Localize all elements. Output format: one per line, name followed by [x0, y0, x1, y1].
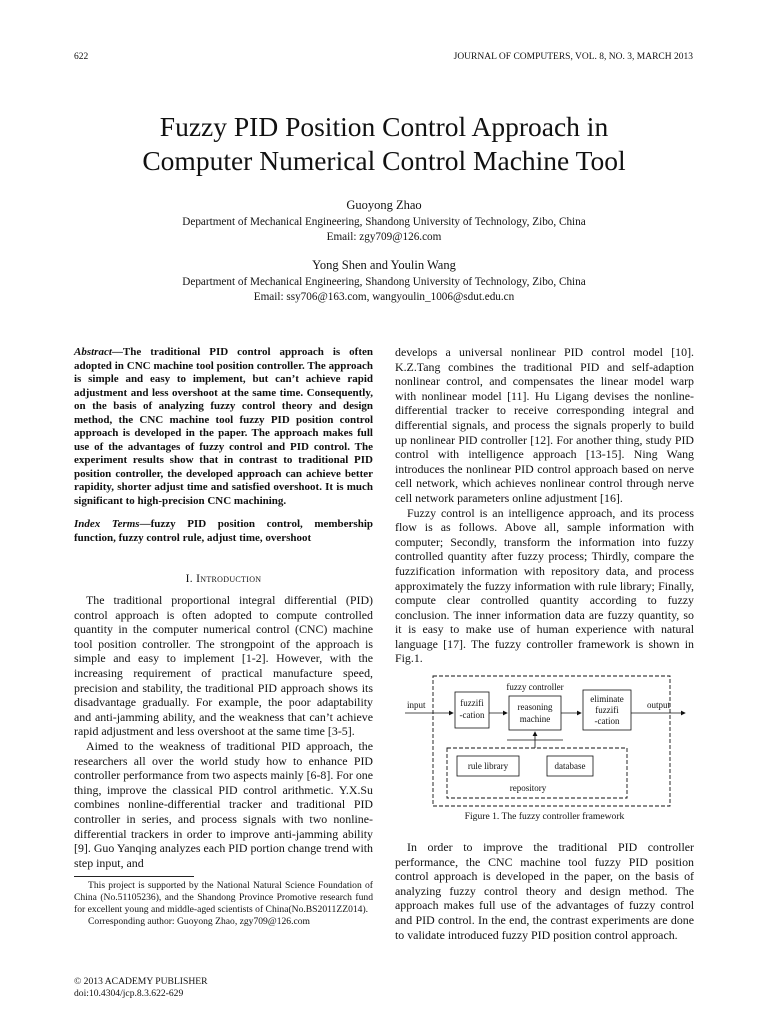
index-terms — [74, 518, 373, 545]
publisher-doi: doi:10.4304/jcp.8.3.622-629 — [74, 988, 184, 999]
right-column-bottom — [395, 840, 694, 942]
footnote-funding: This project is supported by the National Natural Science Foundation of China (No.51105236), and the Shandong Province Promotive research fund for excellent young and middle-aged scientists of China(No.BS2011ZZ014). — [74, 880, 373, 915]
section-title: Introduction — [196, 573, 262, 585]
footnote-corresponding: Corresponding author: Guoyong Zhao, zgy709@126.com — [88, 916, 310, 927]
left-column-body — [74, 593, 373, 870]
publisher-info — [74, 976, 208, 1000]
footnotes — [74, 880, 373, 928]
right-paragraph-2: Fuzzy control is an intelligence approach, and its process flow is as follows. Above all, sample information with computer; Secondly, transform the information into fuzzy controlled quantity after fuzzy process; Thirdly, compare the fuzzification information with repository data, and process approximately the fuzzy information with rule library; Finally, compute clear controlled quantity according to fuzzy conclusion. The inner information data are fuzzy quantity, so it is easy to make use of human experience with natural language [17]. The fuzzy controller framework is shown in Fig.1. — [395, 505, 694, 666]
rule-library-text: rule library — [467, 761, 509, 771]
input-label: input — [407, 700, 426, 710]
right-paragraph-1: develops a universal nonlinear PID control model [10]. K.Z.Tang combines the traditional PID and self-adaption nonlinear control, and compensates the linear model warp with nonlinear model [11]. Hu Ligang devises the nonline-differential tracker to receive corresponding integral and differential signals, and process the signals properly to build up nonlinear PID controller [12]. For another thing, study PID control with intelligence approach [13-15]. Ning Wang introduces the nonlinear PID control approach based on nerve cell network, which achieves nonlinear control through nerve cell network parameters online adjustment [16]. — [395, 345, 694, 505]
eliminate-text-2: fuzzifi — [595, 705, 619, 715]
right-paragraph-3: In order to improve the traditional PID controller performance, the CNC machine tool fuzzy PID position control approach is developed in the paper, on the basis of analyzing fuzzy control theory and design method. The approach makes full use of the advantages of fuzzy control and PID control. In the end, the contrast experiments are done to validate introduced fuzzy PID position control approach. — [395, 840, 694, 942]
eliminate-text-3: -cation — [594, 716, 620, 726]
database-text: database — [554, 761, 586, 771]
intro-paragraph-1: The traditional proportional integral differential (PID) control approach is often adopted to compute controlled quantity in the computer numerical control (CNC) machine tool position controller. The strongpoint of the approach is simple and easy to implement [1-2]. However, with the increasing requirement of practical manufacture speed, precision and stability, the traditional PID approach shows its disadvantage gradually. For example, the poor adaptability and anti-jamming ability, and the weakness that can’t achieve rapid adjustment and less overshoot at the same time [3-5]. — [74, 593, 373, 739]
abstract-text: —The traditional PID control approach is often adopted in CNC machine tool position controller. The approach is simple and easy to implement, but can’t achieve rapid adjustment and less overshoot at the same time. Consequently, on the basis of analyzing fuzzy control theory and design method, the CNC machine tool fuzzy PID position control approach is developed in the paper. The approach makes full use of the advantages of fuzzy control and PID control. The experiment results show that in contrast to traditional PID position controller, the developed approach can achieve better rapidity, shorter adjust time and satisfied overshoot. It is much significant to high-precision CNC machining. — [74, 346, 373, 507]
fuzzy-controller-diagram — [395, 668, 694, 813]
author1-affiliation: Department of Mechanical Engineering, Shandong University of Technology, Zibo, China — [182, 216, 586, 228]
section-heading — [74, 573, 373, 585]
author1-name: Guoyong Zhao — [346, 198, 422, 212]
author2-block — [60, 258, 708, 305]
title-line-2: Computer Numerical Control Machine Tool — [142, 145, 626, 176]
title-line-1: Fuzzy PID Position Control Approach in — [159, 111, 609, 142]
footnote-rule — [74, 876, 194, 877]
author2-name: Yong Shen and Youlin Wang — [312, 258, 456, 272]
index-terms-label: Index Terms — [74, 518, 140, 530]
figure-caption: Figure 1. The fuzzy controller framework — [464, 811, 625, 822]
author1-block — [60, 198, 708, 245]
author2-email: Email: ssy706@163.com, wangyoulin_1006@sdut.edu.cn — [253, 291, 515, 303]
fuzzy-controller-label: fuzzy controller — [506, 682, 564, 692]
intro-paragraph-2: Aimed to the weakness of traditional PID approach, the researchers all over the world study how to enhance PID controller performance from two aspects mainly [6-8]. For one thing, improve the classical PID control arithmetic. Y.X.Su combines nonline-differential tracker and traditional PID controller in series, and process signals with two nonline-differential trackers in order to improve anti-jamming ability [9]. Guo Yanqing analyzes each PID portion change trend with step input, and — [74, 738, 373, 870]
fuzzification-text-2: -cation — [459, 710, 485, 720]
publisher-copyright: © 2013 ACADEMY PUBLISHER — [74, 976, 208, 987]
index-terms-text: —fuzzy PID position control, membership function, fuzzy control rule, adjust time, overshoot — [74, 518, 373, 544]
fuzzification-text-1: fuzzifi — [460, 698, 484, 708]
author2-affiliation: Department of Mechanical Engineering, Shandong University of Technology, Zibo, China — [182, 276, 586, 288]
section-number: I. — [185, 573, 197, 585]
author1-email: Email: zgy709@126.com — [326, 231, 442, 243]
eliminate-text-1: eliminate — [590, 694, 624, 704]
right-column-body — [395, 345, 694, 666]
figure-1 — [395, 668, 694, 813]
output-label: output — [647, 700, 671, 710]
abstract-label: Abstract — [74, 346, 112, 358]
journal-header: JOURNAL OF COMPUTERS, VOL. 8, NO. 3, MARCH 2013 — [453, 52, 693, 62]
reasoning-text-2: machine — [519, 714, 551, 724]
abstract — [74, 346, 373, 508]
paper-title — [60, 110, 708, 178]
page-number: 622 — [74, 52, 89, 62]
reasoning-text-1: reasoning — [517, 702, 553, 712]
repository-text: repository — [509, 783, 547, 793]
